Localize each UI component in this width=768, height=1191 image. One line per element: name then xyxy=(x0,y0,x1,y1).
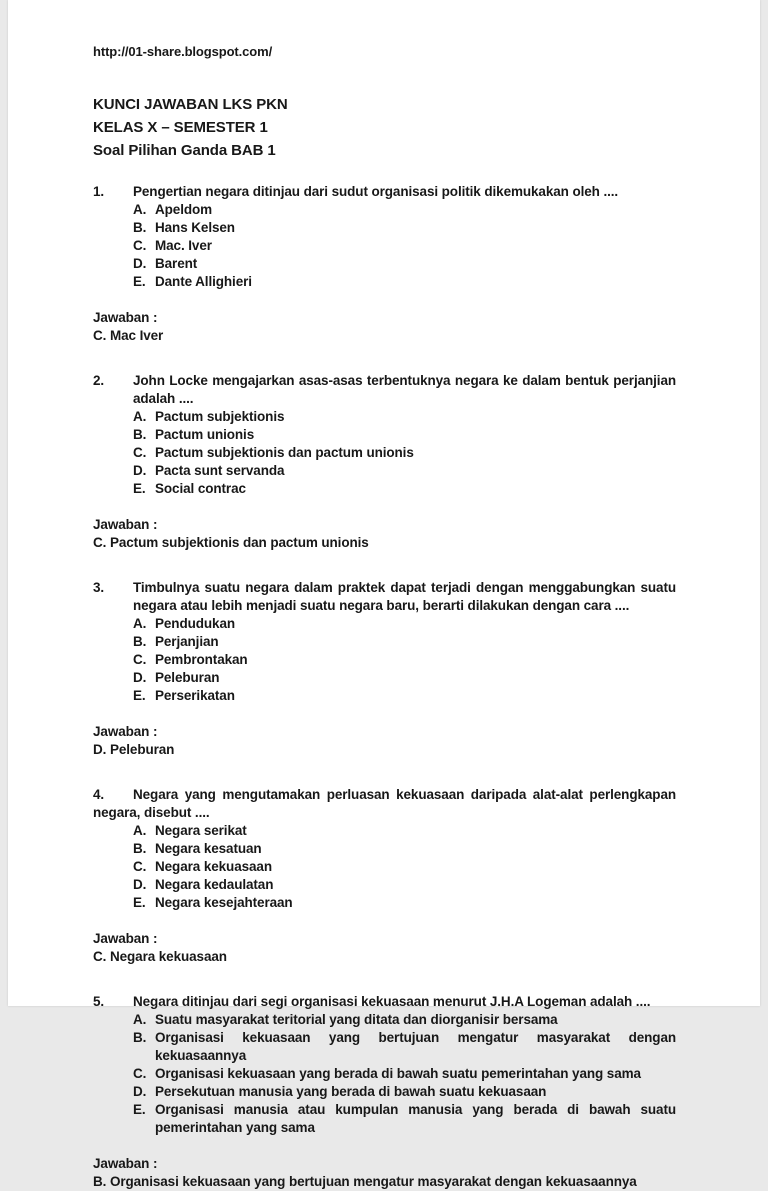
question-number: 5. xyxy=(93,994,105,1009)
question-text: Negara yang mengutamakan perluasan kekuasaan daripada alat-alat perlengkapan negara, disebut .... xyxy=(93,787,676,820)
option-row xyxy=(133,840,676,858)
option-row xyxy=(133,1065,676,1083)
document-subtitle: KELAS X – SEMESTER 1 xyxy=(93,119,268,136)
document-page xyxy=(8,0,760,1189)
option-row xyxy=(133,615,676,633)
question-text: Pengertian negara ditinjau dari sudut organisasi politik dikemukakan oleh .... xyxy=(133,184,619,199)
option-text: Persekutuan manusia yang berada di bawah suatu kekuasaan xyxy=(155,1084,547,1099)
option-row xyxy=(133,408,676,426)
option-label: E. xyxy=(133,481,146,496)
option-label: D. xyxy=(133,1084,147,1099)
document-title-block xyxy=(93,93,676,162)
question-number: 3. xyxy=(93,580,105,595)
option-text: Mac. Iver xyxy=(155,238,212,253)
option-label: B. xyxy=(133,1030,147,1045)
option-label: E. xyxy=(133,688,146,703)
option-label: A. xyxy=(133,616,147,631)
question-number: 4. xyxy=(93,787,105,802)
option-text: Negara kesejahteraan xyxy=(155,895,293,910)
option-text: Pembrontakan xyxy=(155,652,248,667)
option-row xyxy=(133,462,676,480)
option-label: C. xyxy=(133,859,147,874)
option-row xyxy=(133,822,676,840)
answer-text: B. Organisasi kekuasaan yang bertujuan mengatur masyarakat dengan kekuasaannya xyxy=(93,1174,637,1189)
answer-text: D. Peleburan xyxy=(93,742,175,757)
option-label: C. xyxy=(133,1066,147,1081)
answer-text: C. Mac Iver xyxy=(93,328,164,343)
option-text: Perserikatan xyxy=(155,688,235,703)
option-text: Negara kesatuan xyxy=(155,841,262,856)
question-text: Timbulnya suatu negara dalam praktek dapat terjadi dengan menggabungkan suatu negara atau lebih menjadi suatu negara baru, berarti dilakukan dengan cara .... xyxy=(133,580,676,613)
option-row xyxy=(133,687,676,705)
question-block xyxy=(93,786,676,966)
option-text: Pacta sunt servanda xyxy=(155,463,285,478)
option-label: A. xyxy=(133,823,147,838)
option-text: Organisasi manusia atau kumpulan manusia yang berada di bawah suatu pemerintahan yang sama xyxy=(155,1102,676,1135)
option-text: Barent xyxy=(155,256,198,271)
option-text: Hans Kelsen xyxy=(155,220,235,235)
option-text: Pactum subjektionis dan pactum unionis xyxy=(155,445,414,460)
question-number: 2. xyxy=(93,373,105,388)
option-text: Organisasi kekuasaan yang berada di bawah suatu pemerintahan yang sama xyxy=(155,1066,641,1081)
question-block xyxy=(93,579,676,759)
answer-text: C. Pactum subjektionis dan pactum unionis xyxy=(93,535,369,550)
option-text: Negara kekuasaan xyxy=(155,859,272,874)
option-label: B. xyxy=(133,220,147,235)
option-label: E. xyxy=(133,1102,146,1117)
option-text: Negara kedaulatan xyxy=(155,877,274,892)
option-row xyxy=(133,876,676,894)
option-row xyxy=(133,1083,676,1101)
option-text: Suatu masyarakat teritorial yang ditata dan diorganisir bersama xyxy=(155,1012,558,1027)
option-label: D. xyxy=(133,877,147,892)
option-label: C. xyxy=(133,238,147,253)
option-row xyxy=(133,201,676,219)
option-label: A. xyxy=(133,409,147,424)
option-row xyxy=(133,1011,676,1029)
option-text: Perjanjian xyxy=(155,634,219,649)
option-row xyxy=(133,633,676,651)
option-text: Organisasi kekuasaan yang bertujuan mengatur masyarakat dengan kekuasaannya xyxy=(155,1030,676,1063)
answer-label: Jawaban : xyxy=(93,1156,158,1171)
section-title: Soal Pilihan Ganda BAB 1 xyxy=(93,142,276,159)
option-row xyxy=(133,255,676,273)
option-row xyxy=(133,894,676,912)
option-label: D. xyxy=(133,463,147,478)
option-label: B. xyxy=(133,634,147,649)
answer-label: Jawaban : xyxy=(93,931,158,946)
option-text: Social contrac xyxy=(155,481,246,496)
option-row xyxy=(133,858,676,876)
question-block xyxy=(93,183,676,345)
option-row xyxy=(133,237,676,255)
option-label: C. xyxy=(133,652,147,667)
option-text: Pendudukan xyxy=(155,616,236,631)
option-label: D. xyxy=(133,670,147,685)
option-row xyxy=(133,444,676,462)
option-row xyxy=(133,651,676,669)
option-label: A. xyxy=(133,202,147,217)
document-title: KUNCI JAWABAN LKS PKN xyxy=(93,96,288,113)
question-text: John Locke mengajarkan asas-asas terbentuknya negara ke dalam bentuk perjanjian adalah .... xyxy=(133,373,676,406)
question-block xyxy=(93,372,676,552)
source-url: http://01-share.blogspot.com/ xyxy=(93,44,273,59)
option-text: Apeldom xyxy=(155,202,213,217)
option-row xyxy=(133,426,676,444)
option-row xyxy=(133,480,676,498)
answer-label: Jawaban : xyxy=(93,310,158,325)
option-text: Dante Allighieri xyxy=(155,274,252,289)
option-label: A. xyxy=(133,1012,147,1027)
option-label: E. xyxy=(133,274,146,289)
option-row xyxy=(133,219,676,237)
option-label: B. xyxy=(133,427,147,442)
question-number: 1. xyxy=(93,184,105,199)
option-label: C. xyxy=(133,445,147,460)
option-text: Peleburan xyxy=(155,670,220,685)
answer-label: Jawaban : xyxy=(93,724,158,739)
question-block xyxy=(93,993,676,1191)
option-row xyxy=(133,669,676,687)
option-text: Pactum subjektionis xyxy=(155,409,285,424)
option-text: Negara serikat xyxy=(155,823,247,838)
question-text: Negara ditinjau dari segi organisasi kekuasaan menurut J.H.A Logeman adalah .... xyxy=(133,994,651,1009)
option-row xyxy=(133,273,676,291)
option-label: D. xyxy=(133,256,147,271)
answer-label: Jawaban : xyxy=(93,517,158,532)
option-label: E. xyxy=(133,895,146,910)
option-row xyxy=(133,1029,676,1065)
option-text: Pactum unionis xyxy=(155,427,255,442)
option-row xyxy=(133,1101,676,1137)
answer-text: C. Negara kekuasaan xyxy=(93,949,227,964)
option-label: B. xyxy=(133,841,147,856)
